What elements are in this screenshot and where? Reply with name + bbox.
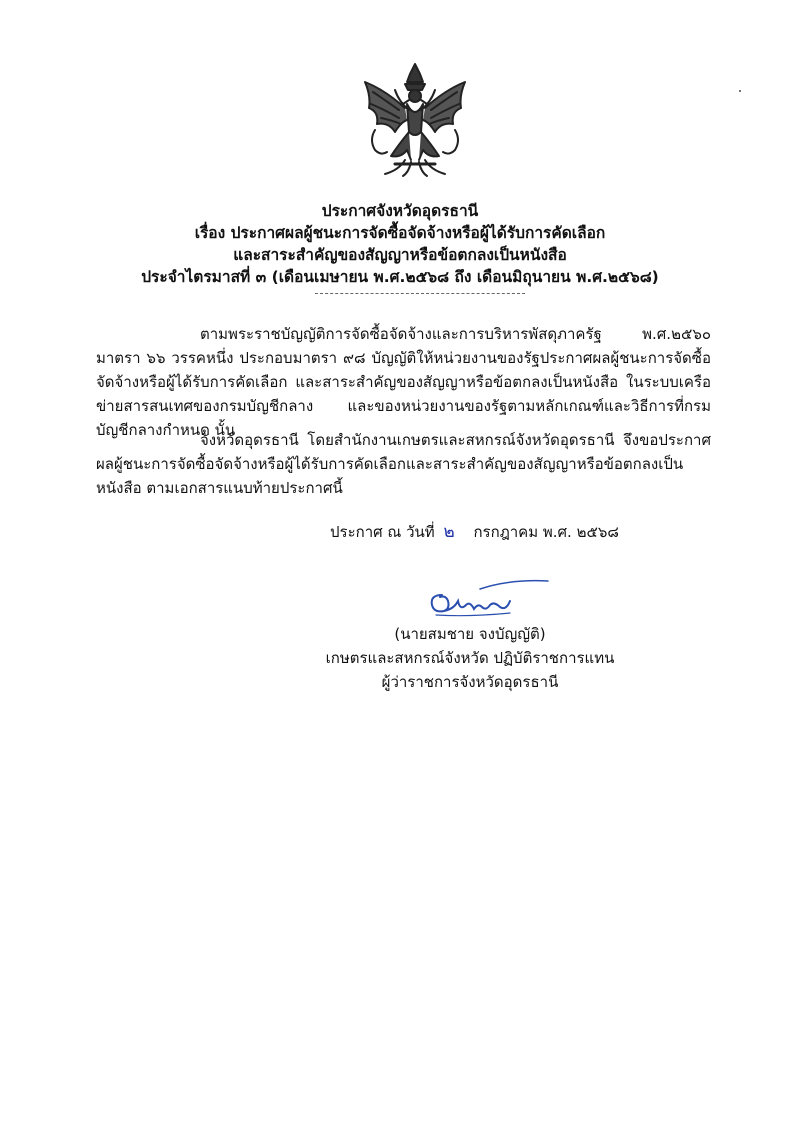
handwritten-signature [420,575,550,625]
signer-authority: ผู้ว่าราชการจังหวัดอุดรธานี [381,673,559,691]
signer-block [315,622,625,694]
paragraph-2-text: จังหวัดอุดรธานี โดยสำนักงานเกษตรและสหกรณ์จังหวัดอุดรธานี จึงขอประกาศผลผู้ชนะการจัดซื้อจัดจ้างหรือผู้ได้รับการคัดเลือกและสาระสำคัญของสัญญาหรือข้อตกลงเป็นหนังสือ ตามเอกสารแนบท้ายประกาศนี้ [96,431,711,497]
date-month-year: กรกฎาคม พ.ศ. ๒๕๖๘ [473,523,619,541]
body-paragraph-2 [96,428,711,500]
stray-mark [739,90,741,92]
announcement-header [0,200,800,288]
garuda-emblem-icon [355,60,475,178]
subject-line: เรื่อง ประกาศผลผู้ชนะการจัดซื้อจัดจ้างหรือผู้ได้รับการคัดเลือก [194,224,606,242]
period-line: ประจำไตรมาสที่ ๓ (เดือนเมษายน พ.ศ.๒๕๖๘ ถึง เดือนมิถุนายน พ.ศ.๒๕๖๘) [141,268,659,286]
signer-name: (นายสมชาย จงบัญญัติ) [394,625,546,643]
date-day-handwritten: ๒ [443,522,455,542]
body-paragraph-1 [96,322,711,442]
date-prefix: ประกาศ ณ วันที่ [330,523,435,541]
separator-rule [315,293,525,294]
paragraph-1-text: ตามพระราชบัญญัติการจัดซื้อจัดจ้างและการบริหารพัสดุภาครัฐ พ.ศ.๒๕๖๐ มาตรา ๖๖ วรรคหนึ่ง ประกอบมาตรา ๙๘ บัญญัติให้หน่วยงานของรัฐประกาศผลผู้ชนะการจัดซื้อจัดจ้างหรือผู้ได้รับการคัดเลือก และสาระสำคัญของสัญญาหรือข้อตกลงเป็นหนังสือ ในระบบเครือข่ายสารสนเทศของกรมบัญชีกลาง และของหน่วยงานของรัฐตามหลักเกณฑ์และวิธีการที่กรมบัญชีกลางกำหนด นั้น [96,325,711,439]
signer-position: เกษตรและสหกรณ์จังหวัด ปฏิบัติราชการแทน [325,649,615,667]
issuer-title: ประกาศจังหวัดอุดรธานี [321,202,479,220]
subject-line-continued: และสาระสำคัญของสัญญาหรือข้อตกลงเป็นหนังสือ [233,246,567,264]
announcement-date [330,520,619,544]
